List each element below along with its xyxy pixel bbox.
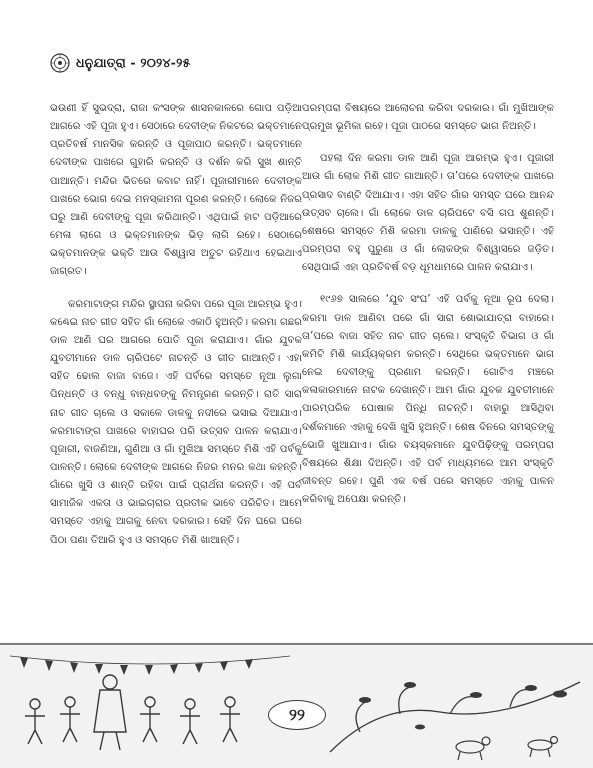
page-number: ୨୨: [289, 705, 305, 724]
seal-emblem-icon: [50, 53, 70, 73]
paragraph: ପରମ୍ପରା ବିଷୟରେ ଆଲୋଚନା କରିବା ଦରକାର। ଗାଁ ମୁଖିଆଙ୍କ ପ୍ରମୁଖ ଭୂମିକା ରହେ। ପୂଜା ପାଠରେ ସମସ୍ତେ ଭାଗ ନିଅନ୍ତି।: [302, 103, 554, 133]
running-header: [50, 52, 191, 74]
paragraph: ପହଲା ଦିନ କରମା ଡାଳ ଆଣି ପୂଜା ଆରମ୍ଭ ହୁଏ। ପୂଜାରୀ ଆଉ ଗାଁ ଲୋକ ମିଶି ଗୀତ ଗାଆନ୍ତି। ତା’ପରେ ଦେବୀଙ୍କ ପାଖରେ ପ୍ରସାଦ ବାଣ୍ଟି ଦିଆଯାଏ। ଏହା ସହିତ ଗାଁର ସମସ୍ତ ଘରେ ଆନନ୍ଦ ଉତ୍ସବ ଚାଲେ। ଗାଁ ଲୋକେ ଡାଳ ଚାରିପଟେ ବସି ଗପ ଶୁଣନ୍ତି। ଶେଷରେ ସମସ୍ତେ ମିଶି କରମା ଡାଳକୁ ପାଣିରେ ଭସାନ୍ତି। ଏହି ପରମ୍ପରା ବହୁ ପୁରୁଣା ଓ ଗାଁ ଲୋକଙ୍କ ବିଶ୍ୱାସରେ ଜଡ଼ିତ। ସେଥିପାଇଁ ଏହା ପ୍ରତିବର୍ଷ ବଡ଼ ଧୂମଧାମରେ ପାଳନ କରାଯାଏ।: [302, 153, 554, 274]
paragraph: କରମାଟାଙ୍ଗ ମନ୍ଦିର ସ୍ଥାପନା କରିବା ପରେ ପୂଜା ଆରମ୍ଭ ହୁଏ। କଣ୍ଢେଇ ନାଚ ଗୀତ ସହିତ ଗାଁ ଲୋକେ ଏକାଠି ହୁଅନ୍ତି। କରମା ଗଛର ଡାଳ ଆଣି ଘର ଆଗରେ ପୋତି ପୂଜା କରାଯାଏ। ଗାଁର ଯୁବକ ଯୁବତୀମାନେ ଡାଳ ଚାରିପଟେ ନାଚନ୍ତି ଓ ଗୀତ ଗାଆନ୍ତି। ଏହା ସହିତ ଢୋଲ ବାଜା ବାଜେ। ଏହି ପର୍ବରେ ସମସ୍ତେ ନୂଆ ଲୁଗା ପିନ୍ଧନ୍ତି ଓ ବନ୍ଧୁ ବାନ୍ଧବଙ୍କୁ ନିମନ୍ତ୍ରଣ କରନ୍ତି। ରାତି ସାରା ନାଚ ଗୀତ ଚାଲେ ଓ ସକାଳେ ଡାଳକୁ ନଦୀରେ ଭସାଇ ଦିଆଯାଏ। କରମାଟାଙ୍ଗ ପାଖରେ ବାହାଘର ପରି ଉତ୍ସବ ପାଳନ କରାଯାଏ। ପୂଜାରୀ, ବାଜଣିଆ, ଗୁଣିଆ ଓ ଗାଁ ମୁଖିଆ ସମସ୍ତେ ମିଶି ଏହି ପର୍ବକୁ ପାଳନ୍ତି। ଲୋକେ ଦେବୀଙ୍କ ଆଗରେ ନିଜର ମନର କଥା କହନ୍ତି। ଗାଁରେ ଖୁସି ଓ ଶାନ୍ତି ରହିବା ପାଇଁ ପ୍ରାର୍ଥନା କରନ୍ତି। ଏହି ପର୍ବ ସାମାଜିକ ଏକତା ଓ ଭାଇଚାରାର ପ୍ରତୀକ ଭାବେ ପରିଚିତ। ଆମେ ସମସ୍ତେ ଏହାକୁ ଆଗକୁ ନେବା ଦରକାର। ସେହି ଦିନ ଘରେ ଘରେ ପିଠା ପଣା ତିଆରି ହୁଏ ଓ ସମସ୍ତେ ମିଶି ଖାଆନ୍ତି।: [50, 298, 303, 546]
left-text-column: [50, 100, 302, 564]
page-number-badge: [268, 700, 326, 730]
header-title: ଧନୁଯାତ୍ରା - ୨୦୨୪-୨୫: [76, 55, 191, 70]
paragraph: ୧୯୬୭ ସାଲରେ ‘ଯୁବ ସଂଘ’ ଏହି ପର୍ବକୁ ନୂଆ ରୂପ ଦେଲା। କରମା ଡାଳ ଆଣିବା ପରେ ଗାଁ ସାରା ଶୋଭାଯାତ୍ରା ବାହାରେ। ତା’ପରେ ବାଜା ସହିତ ନାଚ ଗୀତ ଚାଲେ। ସଂସ୍କୃତି ବିଭାଗ ଓ ଗାଁ କମିଟି ମିଶି କାର୍ଯ୍ୟକ୍ରମ କରନ୍ତି। ସେଥିରେ ଭକ୍ତମାନେ ଭାଗ ନେଇ ଦେବୀଙ୍କୁ ପ୍ରଣାମ କରନ୍ତି। ଗୋଟିଏ ମଞ୍ଚରେ କଳାକାରମାନେ ନାଟକ ଦେଖାନ୍ତି। ଆମ ଗାଁର ଯୁବକ ଯୁବତୀମାନେ ପାରମ୍ପରିକ ପୋଷାକ ପିନ୍ଧି ନାଚନ୍ତି। ବାହାରୁ ଆସିଥିବା ଦର୍ଶକମାନେ ଏହାକୁ ଦେଖି ଖୁସି ହୁଅନ୍ତି। ଶେଷ ଦିନରେ ସମସ୍ତଙ୍କୁ ଭୋଜି ଖୁଆଯାଏ। ଗାଁର ବୟସ୍କମାନେ ଯୁବପିଢ଼ିଙ୍କୁ ପରମ୍ପରା ବିଷୟରେ ଶିକ୍ଷା ଦିଅନ୍ତି। ଏହି ପର୍ବ ମାଧ୍ୟମରେ ଆମ ସଂସ୍କୃତି ଜୀବନ୍ତ ରହେ। ପୁଣି ଏକ ବର୍ଷ ପରେ ସମସ୍ତେ ଏହାକୁ ପାଳନ କରିବାକୁ ଅପେକ୍ଷା କରନ୍ତି।: [302, 294, 554, 506]
paragraph: ଭଉଣୀ ହିଁ ସୁଭଦ୍ରା, ରାଜା କଂସଙ୍କ ଶାସନକାଳରେ ଗୋପ ପଡ଼ିଆ ଆଗରେ ଏହି ପୂଜା ହୁଏ। ସେଠାରେ ଦେବୀଙ୍କ ନିକଟରେ ଭକ୍ତମାନେ ପ୍ରତିବର୍ଷ ମାନସିକ କରନ୍ତି ଓ ପୂଜାପାଠ କରନ୍ତି। ଭକ୍ତମାନେ ଦେବୀଙ୍କ ପାଖରେ ଗୁହାରି କରନ୍ତି ଓ ଦର୍ଶନ କରି ସୁଖ ଶାନ୍ତି ପାଆନ୍ତି। ମନ୍ଦିର ଭିତରେ କବାଟ ନାହିଁ। ପୂଜାରୀମାନେ ଦେବୀଙ୍କ ପାଖରେ ଭୋଗ ଦେଇ ମନସ୍କାମନା ପୂରଣ କରନ୍ତି। ଲୋକେ ନିଜର ଘରୁ ଆଣି ଦେବୀଙ୍କୁ ପୂଜା କରିଥାନ୍ତି। ଏଥିପାଇଁ ହାଟ ପଡ଼ିଆରେ ମେଳା ଲାଗେ ଓ ଭକ୍ତମାନଙ୍କ ଭିଡ଼ ଲାଗି ରହେ। ସେଠାରେ ଭକ୍ତମାନଙ୍କ ଭକ୍ତି ଆଉ ବିଶ୍ୱାସ ଅତୁଟ ରହିଥାଏ ହେଇଥାଏ ଜାଗ୍ରତ।: [50, 103, 302, 278]
right-text-column: [302, 100, 554, 523]
